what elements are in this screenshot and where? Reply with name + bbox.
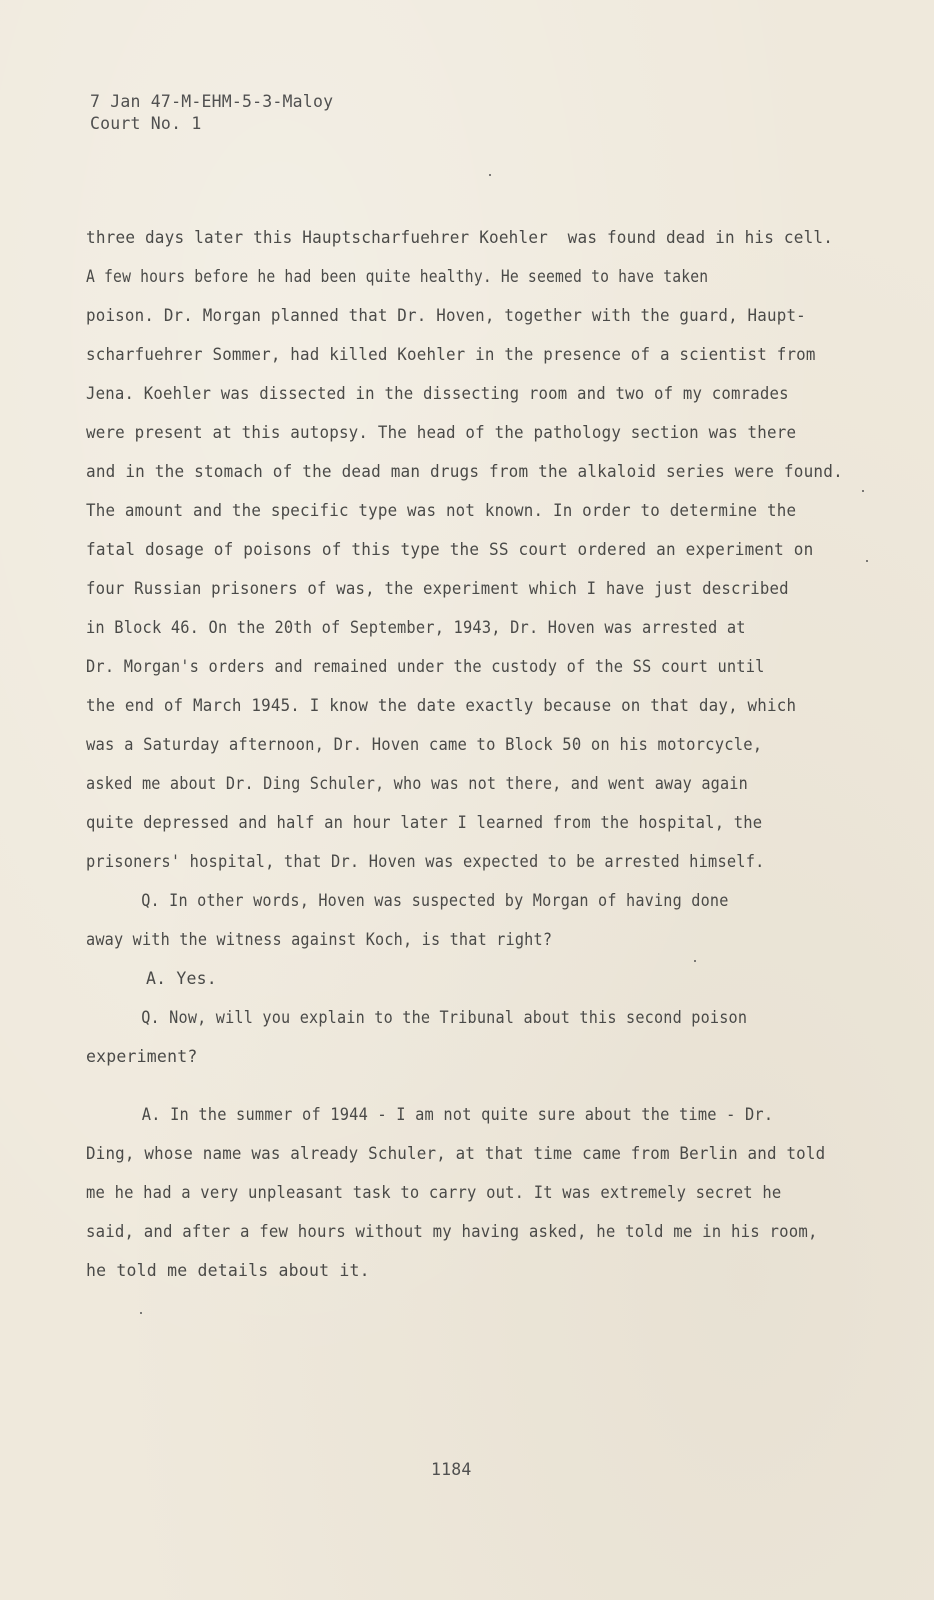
answer-line: A. In the summer of 1944 - I am not quite sure about the time - Dr. xyxy=(141,1105,774,1124)
text-line: asked me about Dr. Ding Schuler, who was not there, and went away again xyxy=(86,774,748,793)
answer-line: Ding, whose name was already Schuler, at that time came from Berlin and told xyxy=(86,1144,826,1163)
question-line: experiment? xyxy=(86,1047,198,1066)
text-line: poison. Dr. Morgan planned that Dr. Hoven, together with the guard, Haupt- xyxy=(86,306,806,325)
text-line: Jena. Koehler was dissected in the dissecting room and two of my comrades xyxy=(86,384,789,403)
text-line: fatal dosage of poisons of this type the SS court ordered an experiment on xyxy=(86,540,814,559)
text-line: The amount and the specific type was not known. In order to determine the xyxy=(86,501,797,520)
text-line: the end of March 1945. I know the date exactly because on that day, which xyxy=(86,696,797,715)
text-line: quite depressed and half an hour later I learned from the hospital, the xyxy=(86,813,763,832)
paper-speck xyxy=(140,1312,142,1314)
page-number: 1184 xyxy=(431,1460,472,1479)
paper-speck xyxy=(694,960,696,962)
question-line: Q. Now, will you explain to the Tribunal about this second poison xyxy=(141,1008,748,1027)
document-header xyxy=(90,91,333,135)
paper-speck xyxy=(866,560,868,562)
answer-line: said, and after a few hours without my having asked, he told me in his room, xyxy=(86,1222,818,1241)
header-reference: 7 Jan 47-M-EHM-5-3-Maloy xyxy=(90,92,334,111)
text-line: four Russian prisoners of was, the experiment which I have just described xyxy=(86,579,789,598)
paper-speck xyxy=(489,174,491,176)
answer-line: A. Yes. xyxy=(146,969,217,988)
question-line: Q. In other words, Hoven was suspected by Morgan of having done xyxy=(141,891,729,910)
text-line: prisoners' hospital, that Dr. Hoven was expected to be arrested himself. xyxy=(86,852,765,871)
text-line: A few hours before he had been quite healthy. He seemed to have taken xyxy=(86,267,709,286)
paper-speck xyxy=(862,490,864,492)
text-line: scharfuehrer Sommer, had killed Koehler in the presence of a scientist from xyxy=(86,345,816,364)
text-line: three days later this Hauptscharfuehrer Koehler was found dead in his cell. xyxy=(86,228,834,247)
text-line: Dr. Morgan's orders and remained under the custody of the SS court until xyxy=(86,657,765,676)
paragraph-gap xyxy=(86,1076,876,1095)
document-body xyxy=(86,218,876,1290)
text-line: in Block 46. On the 20th of September, 1943, Dr. Hoven was arrested at xyxy=(86,618,746,637)
text-line: were present at this autopsy. The head of the pathology section was there xyxy=(86,423,797,442)
question-line: away with the witness against Koch, is that right? xyxy=(86,930,553,949)
answer-line: he told me details about it. xyxy=(86,1261,370,1280)
answer-line: me he had a very unpleasant task to carry out. It was extremely secret he xyxy=(86,1183,782,1202)
header-court: Court No. 1 xyxy=(90,114,202,133)
text-line: was a Saturday afternoon, Dr. Hoven came to Block 50 on his motorcycle, xyxy=(86,735,763,754)
text-line: and in the stomach of the dead man drugs from the alkaloid series were found. xyxy=(86,462,843,481)
